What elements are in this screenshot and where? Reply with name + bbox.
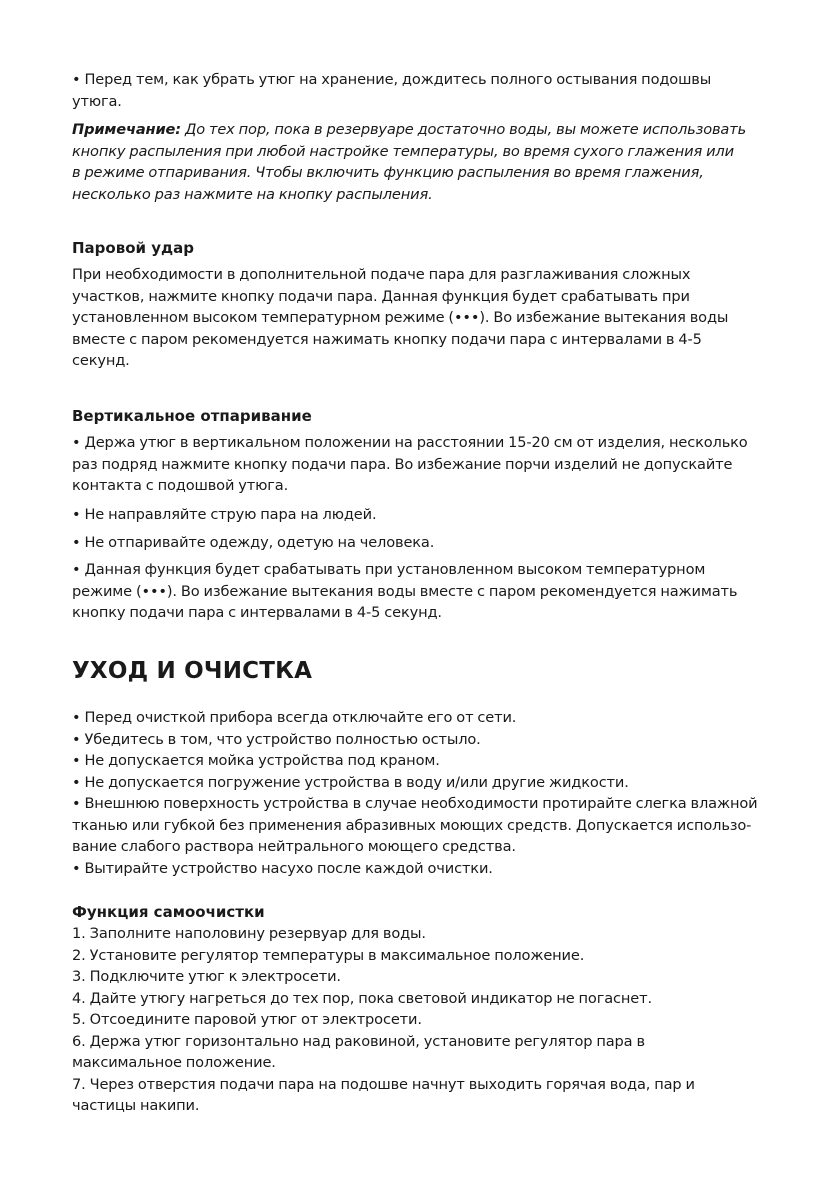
self-clean-step: 5. Отсоедините паровой утюг от электросети. — [72, 1011, 422, 1028]
self-clean-step: 1. Заполните наполовину резервуар для воды. — [72, 925, 426, 942]
note-paragraph — [72, 119, 772, 205]
section-heading-care: УХОД И ОЧИСТКА — [72, 658, 313, 684]
care-line: • Внешнюю поверхность устройства в случае необходимости протирайте слегка влажной — [72, 795, 758, 812]
care-line: тканью или губкой без применения абразивных моющих средств. Допускается использо- — [72, 816, 752, 834]
section-heading-steam-shot: Паровой удар — [72, 239, 194, 257]
note-line — [72, 119, 772, 141]
vertical-steam-item — [72, 559, 772, 624]
storage-tip — [72, 69, 772, 112]
vertical-steam-line: раз подряд нажмите кнопку подачи пара. Во избежание порчи изделий не допускайте — [72, 455, 733, 473]
self-clean-step: 3. Подключите утюг к электросети. — [72, 968, 341, 985]
steam-shot-line: вместе с паром рекомендуется нажимать кнопку подачи пара с интервалами в 4-5 — [72, 330, 702, 348]
vertical-steam-item — [72, 532, 772, 554]
note-label: Примечание: — [72, 121, 181, 138]
care-line: вание слабого раствора нейтрального моющего средства. — [72, 838, 516, 855]
vertical-steam-line: кнопку подачи пара с интервалами в 4-5 секунд. — [72, 604, 442, 621]
storage-tip-line: • Перед тем, как убрать утюг на хранение, дождитесь полного остывания подошвы — [72, 71, 712, 88]
self-clean-step: 4. Дайте утюгу нагреться до тех пор, пока световой индикатор не погаснет. — [72, 989, 652, 1007]
care-line: • Убедитесь в том, что устройство полностью остыло. — [72, 730, 481, 748]
vertical-steam-line: • Держа утюг в вертикальном положении на расстоянии 15-20 см от изделия, несколько — [72, 434, 748, 451]
steam-shot-line: При необходимости в дополнительной подаче пара для разглаживания сложных — [72, 266, 691, 283]
vertical-steam-line: режиме (•••). Во избежание вытекания воды вместе с паром рекомендуется нажимать — [72, 582, 738, 600]
self-clean-step: 6. Держа утюг горизонтально над раковиной, установите регулятор пара в — [72, 1032, 645, 1050]
care-line: • Вытирайте устройство насухо после каждой очистки. — [72, 859, 493, 877]
section-heading-vertical-steam: Вертикальное отпаривание — [72, 407, 312, 425]
care-line: • Не допускается мойка устройства под краном. — [72, 752, 440, 769]
steam-shot-line: секунд. — [72, 352, 130, 369]
vertical-steam-line: • Данная функция будет срабатывать при установленном высоком температурном — [72, 561, 706, 578]
self-clean-step: 2. Установите регулятор температуры в максимальное положение. — [72, 946, 585, 964]
vertical-steam-item — [72, 504, 772, 526]
care-line: • Перед очисткой прибора всегда отключайте его от сети. — [72, 709, 517, 726]
note-line: кнопку распыления при любой настройке температуры, во время сухого глажения или — [72, 142, 734, 160]
self-clean-steps — [72, 923, 772, 1117]
steam-shot-line: участков, нажмите кнопку подачи пара. Данная функция будет срабатывать при — [72, 287, 690, 305]
vertical-steam-line: контакта с подошвой утюга. — [72, 477, 289, 494]
vertical-steam-line: • Не направляйте струю пара на людей. — [72, 506, 377, 523]
vertical-steam-line: • Не отпаривайте одежду, одетую на человека. — [72, 534, 435, 551]
care-line: • Не допускается погружение устройства в воду и/или другие жидкости. — [72, 773, 629, 791]
note-text: До тех пор, пока в резервуаре достаточно воды, вы можете использовать — [180, 121, 747, 138]
steam-shot-line: установленном высоком температурном режиме (•••). Во избежание вытекания воды — [72, 309, 729, 326]
steam-shot-paragraph — [72, 264, 772, 372]
note-line: в режиме отпаривания. Чтобы включить функцию распыления во время глажения, — [72, 164, 704, 181]
self-clean-step: максимальное положение. — [72, 1054, 276, 1071]
care-list — [72, 707, 772, 879]
storage-tip-line: утюга. — [72, 92, 122, 110]
vertical-steam-item — [72, 432, 772, 497]
section-heading-self-clean: Функция самоочистки — [72, 903, 265, 921]
self-clean-step: частицы накипи. — [72, 1097, 200, 1114]
self-clean-step: 7. Через отверстия подачи пара на подошве начнут выходить горячая вода, пар и — [72, 1075, 695, 1093]
note-line: несколько раз нажмите на кнопку распыления. — [72, 185, 433, 203]
